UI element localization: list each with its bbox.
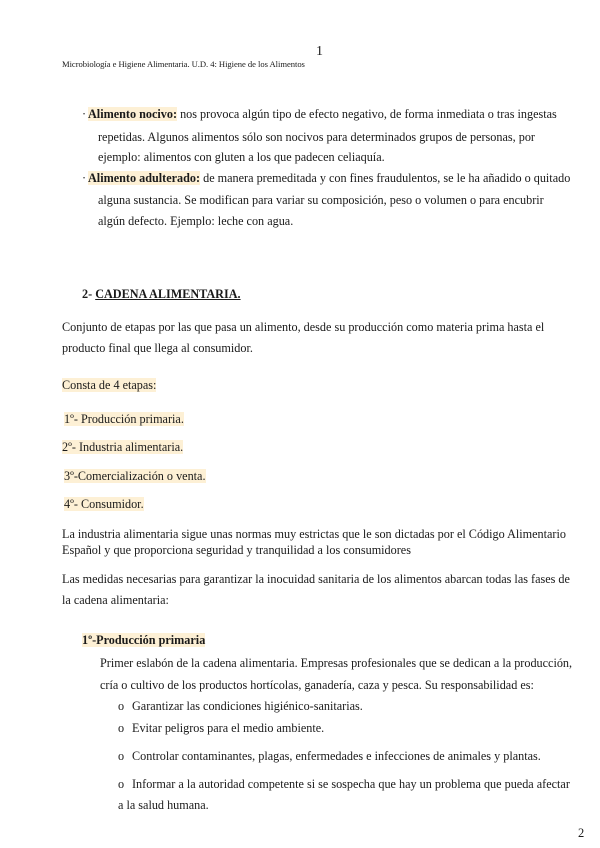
list-item	[118, 777, 570, 792]
list-item-text: Informar a la autoridad competente si se sospecha que hay un problema que pueda afectar	[132, 777, 570, 791]
bullet-adulterado-line-1	[82, 171, 570, 186]
industry-line-2: Español y que proporciona seguridad y tranquilidad a los consumidores	[62, 543, 411, 557]
list-item	[118, 721, 324, 736]
list-item-text: Controlar contaminantes, plagas, enfermedades e infecciones de animales y plantas.	[132, 749, 541, 763]
term-adulterado: Alimento adulterado:	[88, 171, 201, 185]
bullet-dot-icon: ·	[82, 171, 87, 185]
stage-item: 3º-Comercialización o venta.	[64, 469, 206, 483]
measures-line-2: la cadena alimentaria:	[62, 593, 169, 607]
stages-intro: Consta de 4 etapas:	[62, 378, 157, 392]
subsection-title: 1º-Producción primaria	[82, 633, 206, 647]
subsection-intro-line-2: cría o cultivo de los productos hortícolas, ganadería, caza y pesca. Su responsabilidad es:	[100, 678, 534, 692]
industry-line-1: La industria alimentaria sigue unas normas muy estrictas que le son dictadas por el Código Alimentario	[62, 527, 566, 541]
circle-bullet-icon: o	[118, 777, 125, 791]
bullet-dot-icon: ·	[82, 107, 87, 121]
list-item-text: Garantizar las condiciones higiénico-sanitarias.	[132, 699, 363, 713]
bullet-text: de manera premeditada y con fines fraudulentos, se le ha añadido o quitado	[203, 171, 571, 185]
bullet-nocivo-line-2: repetidas. Algunos alimentos sólo son nocivos para determinados grupos de personas, por	[98, 130, 535, 144]
list-item-continuation: a la salud humana.	[118, 798, 209, 812]
term-nocivo: Alimento nocivo:	[88, 107, 178, 121]
list-item	[118, 749, 541, 764]
bullet-adulterado-line-3: algún defecto. Ejemplo: leche con agua.	[98, 214, 294, 228]
bullet-adulterado-line-2: alguna sustancia. Se modifican para variar su composición, peso o volumen o para encubrir	[98, 193, 544, 207]
subsection-intro-line-1: Primer eslabón de la cadena alimentaria. Empresas profesionales que se dedican a la producción,	[100, 656, 573, 670]
bullet-nocivo-line-3: ejemplo: alimentos con gluten a los que padecen celiaquía.	[98, 150, 385, 164]
circle-bullet-icon: o	[118, 699, 125, 713]
section-heading	[82, 287, 241, 302]
stage-item: 4º- Consumidor.	[64, 497, 144, 511]
section-title: CADENA ALIMENTARIA.	[95, 287, 241, 301]
list-item-text: Evitar peligros para el medio ambiente.	[132, 721, 325, 735]
measures-line-1: Las medidas necesarias para garantizar la inocuidad sanitaria de los alimentos abarcan todas las fases de	[62, 572, 570, 586]
definition-line-2: producto final que llega al consumidor.	[62, 341, 253, 355]
page-number-top: 1	[316, 44, 323, 59]
bullet-text: nos provoca algún tipo de efecto negativo, de forma inmediata o tras ingestas	[180, 107, 557, 121]
section-number: 2-	[82, 287, 93, 301]
running-header: Microbiología e Higiene Alimentaria. U.D. 4: Higiene de los Alimentos	[62, 59, 305, 69]
bullet-nocivo-line-1	[82, 107, 557, 122]
circle-bullet-icon: o	[118, 721, 125, 735]
circle-bullet-icon: o	[118, 749, 125, 763]
stage-item: 2º- Industria alimentaria.	[62, 440, 184, 454]
page-number-bottom: 2	[578, 826, 585, 840]
stage-item: 1º- Producción primaria.	[64, 412, 184, 426]
list-item	[118, 699, 363, 714]
definition-line-1: Conjunto de etapas por las que pasa un alimento, desde su producción como materia prima hasta el	[62, 320, 545, 334]
